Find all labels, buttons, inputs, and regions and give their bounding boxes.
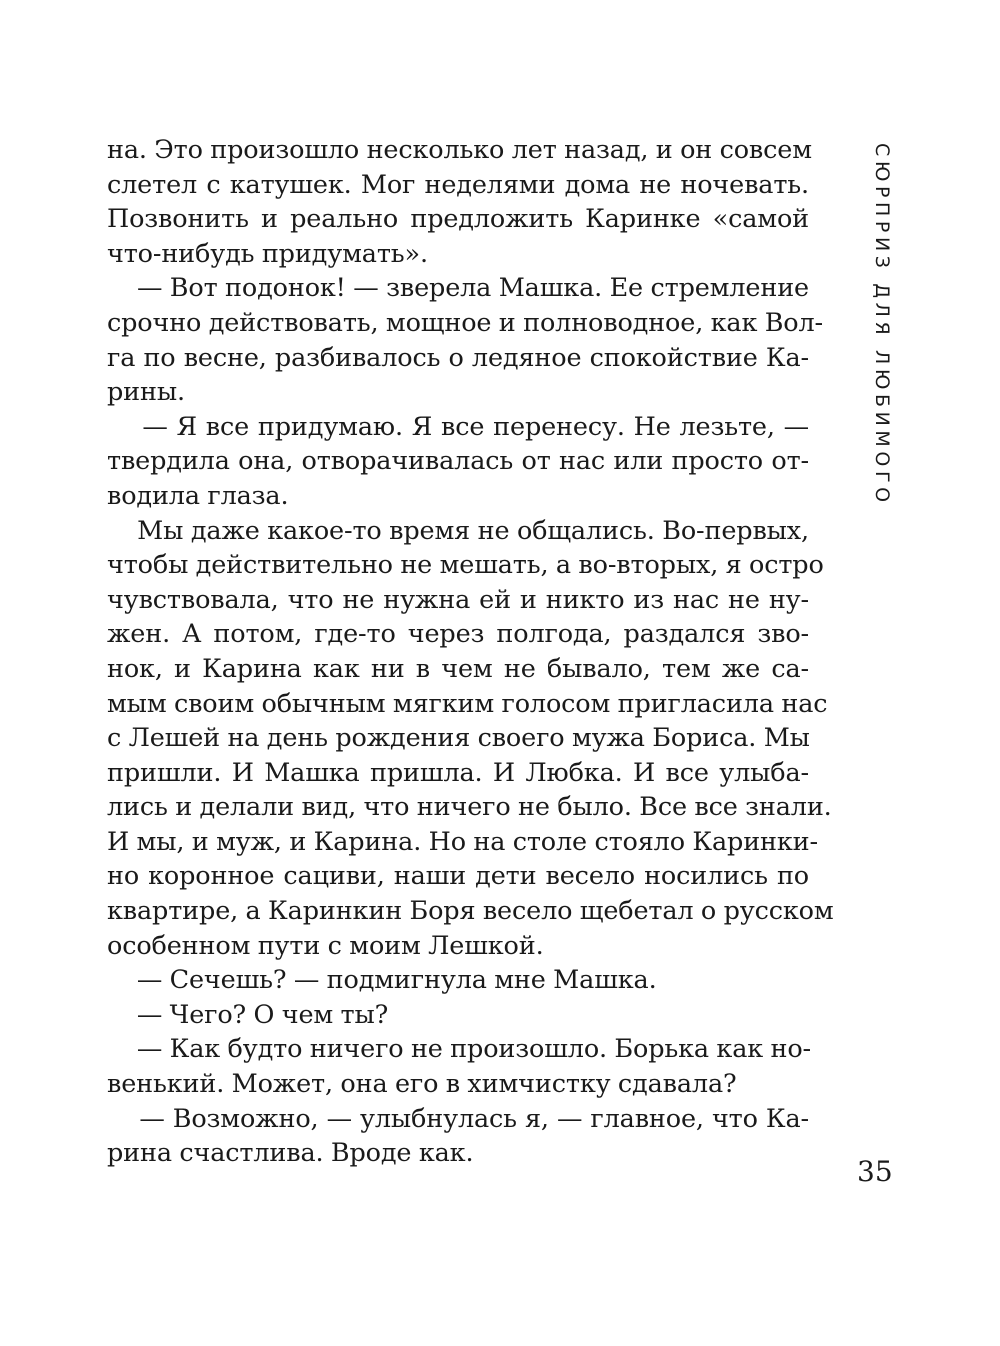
text-line: — Сечешь? — подмигнула мне Машка.	[107, 965, 657, 996]
text-line: рины.	[107, 377, 185, 408]
text-line: чтобы действительно не мешать, а во-вторых, я остро	[107, 550, 824, 581]
text-line: нок, и Карина как ни в чем не бывало, тем же са-	[107, 653, 809, 684]
text-line: — Как будто ничего не произошло. Борька как но-	[107, 1034, 812, 1065]
text-line: рина счастлива. Вроде как.	[107, 1138, 474, 1169]
text-line: пришли. И Машка пришла. И Любка. И все улыба-	[107, 757, 809, 788]
text-line: жен. А потом, где-то через полгода, раздался зво-	[107, 619, 809, 650]
text-line: твердила она, отворачивалась от нас или просто от-	[107, 446, 809, 477]
text-line: квартире, а Каринкин Боря весело щебетал о русском	[107, 896, 834, 927]
text-line: — Я все придумаю. Я все перенесу. Не лезьте, —	[107, 411, 809, 442]
running-head: СЮРПРИЗ ДЛЯ ЛЮБИМОГО	[871, 143, 893, 507]
text-line: мым своим обычным мягким голосом пригласила нас	[107, 688, 828, 719]
text-line: чувствовала, что не нужна ей и никто из нас не ну-	[107, 584, 809, 615]
body-text	[107, 133, 834, 1171]
text-line: Мы даже какое-то время не общались. Во-первых,	[107, 515, 809, 546]
text-line: но коронное сациви, наши дети весело носились по	[107, 861, 809, 892]
text-line: — Возможно, — улыбнулась я, — главное, что Ка-	[107, 1103, 809, 1134]
text-line: водила глаза.	[107, 480, 289, 511]
text-line: срочно действовать, мощное и полноводное, как Вол-	[107, 307, 824, 338]
text-line: — Вот подонок! — зверела Машка. Ее стремление	[107, 273, 809, 304]
text-line: на. Это произошло несколько лет назад, и он совсем	[107, 135, 812, 165]
text-line: — Чего? О чем ты?	[107, 999, 389, 1030]
text-line: Позвонить и реально предложить Каринке «самой	[107, 204, 809, 235]
text-line: слетел с катушек. Мог неделями дома не ночевать.	[107, 169, 809, 200]
text-line: особенном пути с моим Лешкой.	[107, 930, 544, 961]
text-line: лись и делали вид, что ничего не было. Все все знали.	[107, 792, 832, 823]
text-line: И мы, и муж, и Карина. Но на столе стояло Каринки-	[107, 826, 818, 857]
text-line: га по весне, разбивалось о ледяное спокойствие Ка-	[107, 342, 809, 373]
text-line: венький. Может, она его в химчистку сдавала?	[107, 1069, 737, 1100]
page-number: 35	[857, 1155, 893, 1188]
text-line: что-нибудь придумать».	[107, 238, 428, 269]
text-line: с Лешей на день рождения своего мужа Бориса. Мы	[107, 723, 810, 754]
